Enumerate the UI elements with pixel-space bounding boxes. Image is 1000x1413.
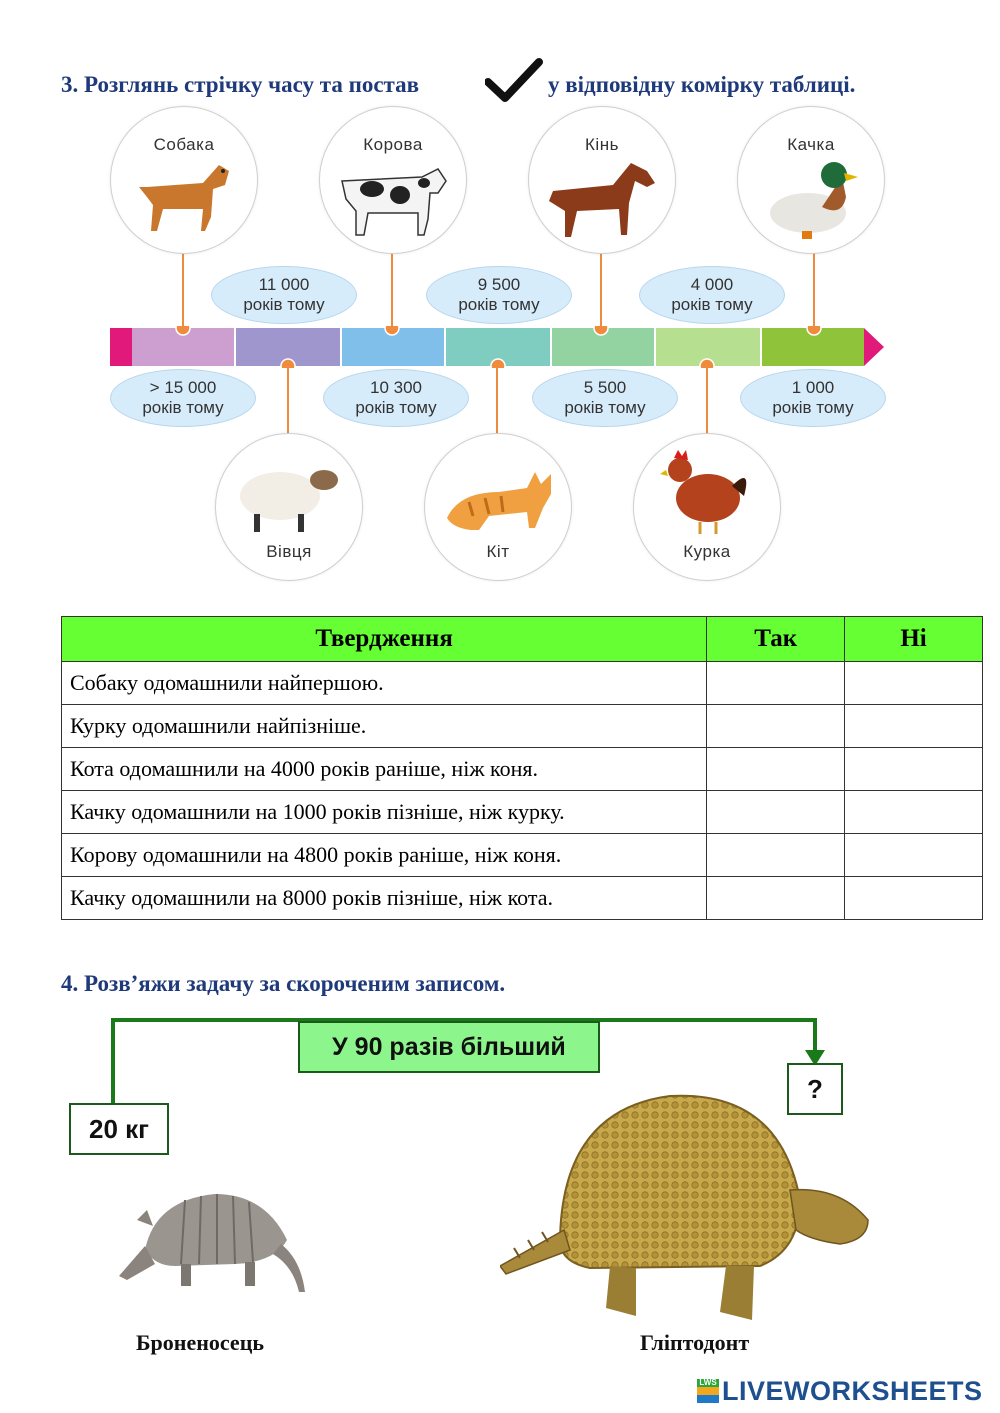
statement-text: Качку одомашнили на 1000 років пізніше, ніж курку. [62, 791, 707, 834]
date-num: 4 000 [690, 275, 734, 294]
date-unit: років тому [772, 398, 854, 417]
known-value-box: 20 кг [69, 1103, 169, 1155]
duck-icon [762, 157, 862, 243]
task4-title: 4. Розв’яжи задачу за скороченим записом. [61, 971, 506, 996]
animal-name: Кінь [585, 135, 619, 154]
statements-table [61, 616, 983, 920]
task3-title-before: 3. Розглянь стрічку часу та постав [61, 72, 420, 97]
date-bubble-10300 [323, 369, 469, 427]
animal-name: Кіт [486, 542, 510, 561]
timeline-bar [108, 326, 888, 368]
header-yes: Так [707, 617, 845, 662]
statement-text: Кота одомашнили на 4000 років раніше, ніж коня. [62, 748, 707, 791]
answer-yes-cell[interactable] [707, 791, 845, 834]
answer-no-cell[interactable] [845, 834, 983, 877]
statement-text: Корову одомашнили на 4800 років раніше, ніж коня. [62, 834, 707, 877]
answer-no-cell[interactable] [845, 748, 983, 791]
date-bubble-11000 [211, 266, 357, 324]
date-bubble-5500 [532, 369, 678, 427]
table-row [62, 834, 983, 877]
circle-cow [319, 106, 467, 254]
date-num: 11 000 [258, 275, 310, 294]
header-no: Ні [845, 617, 983, 662]
circle-cat [424, 433, 572, 581]
sheep-icon [232, 458, 346, 534]
armadillo-icon [115, 1180, 310, 1304]
cow-icon [338, 163, 450, 239]
answer-yes-cell[interactable] [707, 748, 845, 791]
glyptodon-caption: Гліптодонт [640, 1330, 750, 1355]
statement-text: Курку одомашнили найпізніше. [62, 705, 707, 748]
statement-text: Качку одомашнили на 8000 років пізніше, ніж кота. [62, 877, 707, 920]
answer-no-cell[interactable] [845, 877, 983, 920]
hen-icon [660, 446, 756, 536]
date-bubble-15000 [110, 369, 256, 427]
circle-duck [737, 106, 885, 254]
timeline-arrow [864, 328, 884, 366]
animal-name: Курка [683, 542, 731, 561]
animal-name: Корова [363, 135, 423, 154]
task3-title-after: у відповідну комірку таблиці. [548, 72, 856, 97]
circle-sheep [215, 433, 363, 581]
logo-letter: LWS [697, 1379, 719, 1387]
answer-no-cell[interactable] [845, 791, 983, 834]
table-row [62, 748, 983, 791]
liveworksheets-logo-icon [697, 1379, 719, 1405]
table-row [62, 662, 983, 705]
answer-yes-cell[interactable] [707, 705, 845, 748]
relation-label: У 90 разів більший [298, 1021, 600, 1073]
date-bubble-4000 [639, 266, 785, 324]
statement-text: Собаку одомашнили найпершою. [62, 662, 707, 705]
liveworksheets-brand[interactable]: LIVEWORKSHEETS [722, 1376, 983, 1406]
date-bubble-1000 [740, 369, 886, 427]
circle-hen [633, 433, 781, 581]
date-unit: років тому [458, 295, 540, 314]
glyptodon-icon [500, 1090, 876, 1330]
date-num: > 15 000 [149, 378, 217, 397]
table-row [62, 877, 983, 920]
answer-yes-cell[interactable] [707, 662, 845, 705]
date-num: 1 000 [791, 378, 835, 397]
animal-name: Вівця [266, 542, 312, 561]
circle-horse [528, 106, 676, 254]
armadillo-caption: Броненосець [136, 1330, 265, 1355]
timeline [0, 0, 1000, 600]
header-statement: Твердження [62, 617, 707, 662]
date-num: 9 500 [477, 275, 521, 294]
timeline-start [110, 328, 132, 366]
table-row [62, 791, 983, 834]
horse-icon [543, 157, 663, 239]
answer-no-cell[interactable] [845, 705, 983, 748]
date-num: 10 300 [370, 378, 422, 397]
animal-name: Собака [153, 135, 215, 154]
date-unit: років тому [142, 398, 224, 417]
answer-yes-cell[interactable] [707, 834, 845, 877]
animal-name: Качка [787, 135, 835, 154]
answer-yes-cell[interactable] [707, 877, 845, 920]
table-row [62, 705, 983, 748]
dog-icon [133, 157, 237, 237]
date-unit: років тому [564, 398, 646, 417]
circle-dog [110, 106, 258, 254]
cat-icon [439, 458, 557, 536]
date-unit: років тому [355, 398, 437, 417]
unknown-answer-box[interactable]: ? [787, 1063, 843, 1115]
answer-no-cell[interactable] [845, 662, 983, 705]
date-bubble-9500 [426, 266, 572, 324]
date-unit: років тому [671, 295, 753, 314]
date-num: 5 500 [583, 378, 627, 397]
table-header-row [62, 617, 983, 662]
date-unit: років тому [243, 295, 325, 314]
